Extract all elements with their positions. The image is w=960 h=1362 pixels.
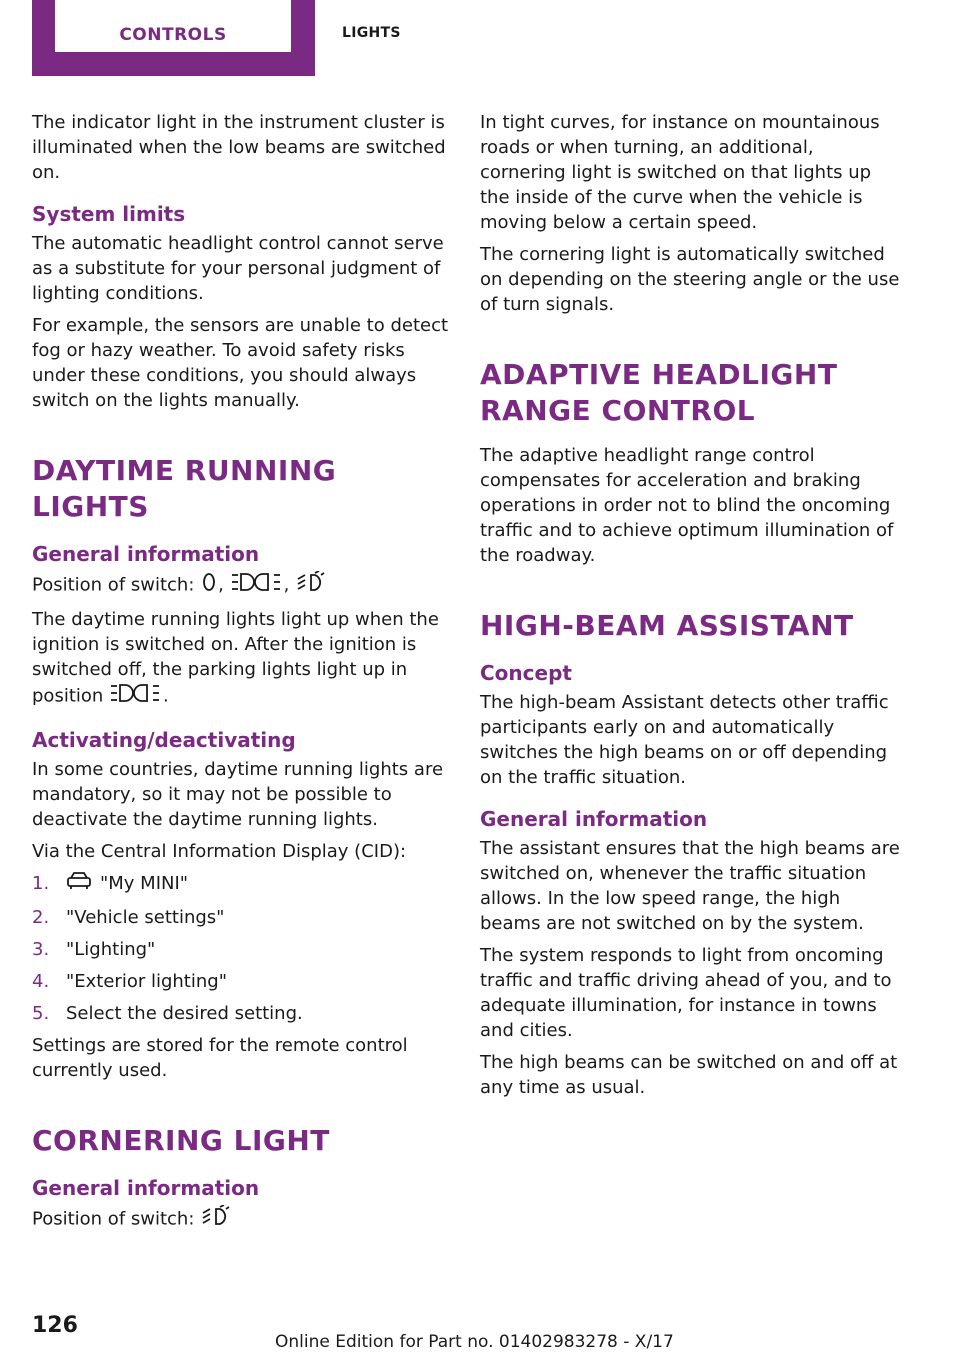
step-number: 5. [32, 1003, 50, 1024]
heading-general-information: General information [32, 542, 260, 566]
heading-high-beam-assistant: HIGH-BEAM ASSISTANT [480, 609, 854, 642]
step-text: "My MINI" [100, 873, 189, 894]
paragraph-assistant-1: The assistant ensures that the high beams are switched on, whenever the traffic situation allows. In the low speed range, the high beams are not switched on by the system. [480, 838, 900, 934]
step-number: 4. [32, 971, 50, 992]
step-text: "Exterior lighting" [66, 971, 227, 992]
paragraph-indicator: The indicator light in the instrument cluster is illuminated when the low beams are switched on. [32, 112, 446, 183]
step-number: 1. [32, 873, 50, 894]
position-label-2: Position of switch: [32, 1208, 195, 1230]
paragraph-position-switch [32, 571, 452, 600]
header-tab-controls: CONTROLS [55, 0, 291, 52]
step-text: "Vehicle settings" [66, 907, 225, 928]
paragraph-curves: In tight curves, for instance on mountainous roads or when turning, an additional, cornering light is switched on that lights up the inside of the curve when the vehicle is moving below a certain speed. [480, 112, 880, 233]
paragraph-assistant-3: The high beams can be switched on and off at any time as usual. [480, 1052, 898, 1098]
parking-lights-icon [232, 571, 282, 600]
paragraph-daytime-text [32, 607, 452, 711]
paragraph-assistant-2: The system responds to light from oncoming traffic and traffic driving ahead of you, and to adequate illumination, for instance in towns and cities. [480, 945, 892, 1041]
switch-off-icon [202, 571, 216, 600]
paragraph-countries: In some countries, daytime running lights are mandatory, so it may not be possible to deactivate the daytime running lights. [32, 759, 444, 830]
page-number: 126 [32, 1313, 78, 1338]
daytime-text: The daytime running lights light up when the ignition is switched on. After the ignition is switched off, the parking lights light up in position [32, 609, 439, 707]
heading-adaptive-headlight: ADAPTIVE HEADLIGHT RANGE CONTROL [480, 358, 838, 427]
footer-edition: Online Edition for Part no. 01402983278 - X/17 [275, 1332, 674, 1352]
heading-general-information-2: General information [32, 1176, 260, 1200]
automatic-headlight-icon [202, 1205, 230, 1234]
step-text: "Lighting" [66, 939, 156, 960]
heading-daytime-running-lights: DAYTIME RUNNING LIGHTS [32, 454, 337, 523]
heading-concept: Concept [480, 661, 572, 685]
paragraph-via-cid: Via the Central Information Display (CID): [32, 841, 407, 862]
list-item [32, 1001, 452, 1026]
list-item [32, 905, 452, 930]
step-number: 3. [32, 939, 50, 960]
separator-comma: , [218, 574, 224, 596]
list-item [32, 969, 452, 994]
paragraph-limits-1: The automatic headlight control cannot serve as a substitute for your personal judgment of lighting conditions. [32, 233, 444, 304]
steps-list [32, 871, 452, 1026]
period: . [163, 685, 169, 707]
paragraph-limits-2: For example, the sensors are unable to detect fog or hazy weather. To avoid safety risks under these conditions, you should always switch on the lights manually. [32, 315, 449, 411]
heading-system-limits: System limits [32, 202, 186, 226]
heading-cornering-light: CORNERING LIGHT [32, 1124, 330, 1157]
paragraph-adaptive: The adaptive headlight range control compensates for acceleration and braking operations in order not to blind the oncoming traffic and to achieve optimum illumination of the roadway. [480, 445, 894, 566]
header-tab-lights: LIGHTS [342, 25, 401, 41]
automatic-headlight-icon [297, 571, 325, 600]
paragraph-position-switch-2 [32, 1205, 452, 1234]
parking-lights-icon [111, 682, 161, 711]
paragraph-settings: Settings are stored for the remote control currently used. [32, 1035, 408, 1081]
list-item [32, 871, 452, 898]
right-column [480, 110, 900, 1107]
position-label: Position of switch: [32, 574, 195, 596]
step-text: Select the desired setting. [66, 1003, 303, 1024]
separator-comma: , [283, 574, 290, 596]
heading-activating: Activating/deactivating [32, 728, 296, 752]
car-icon [66, 871, 92, 898]
heading-general-information-3: General information [480, 807, 708, 831]
step-number: 2. [32, 907, 50, 928]
paragraph-concept: The high-beam Assistant detects other traffic participants early on and automatically switches the high beams on or off depending on the traffic situation. [480, 692, 889, 788]
list-item [32, 937, 452, 962]
left-column [32, 110, 452, 1241]
paragraph-cornering-auto: The cornering light is automatically switched on depending on the steering angle or the use of turn signals. [480, 244, 900, 315]
